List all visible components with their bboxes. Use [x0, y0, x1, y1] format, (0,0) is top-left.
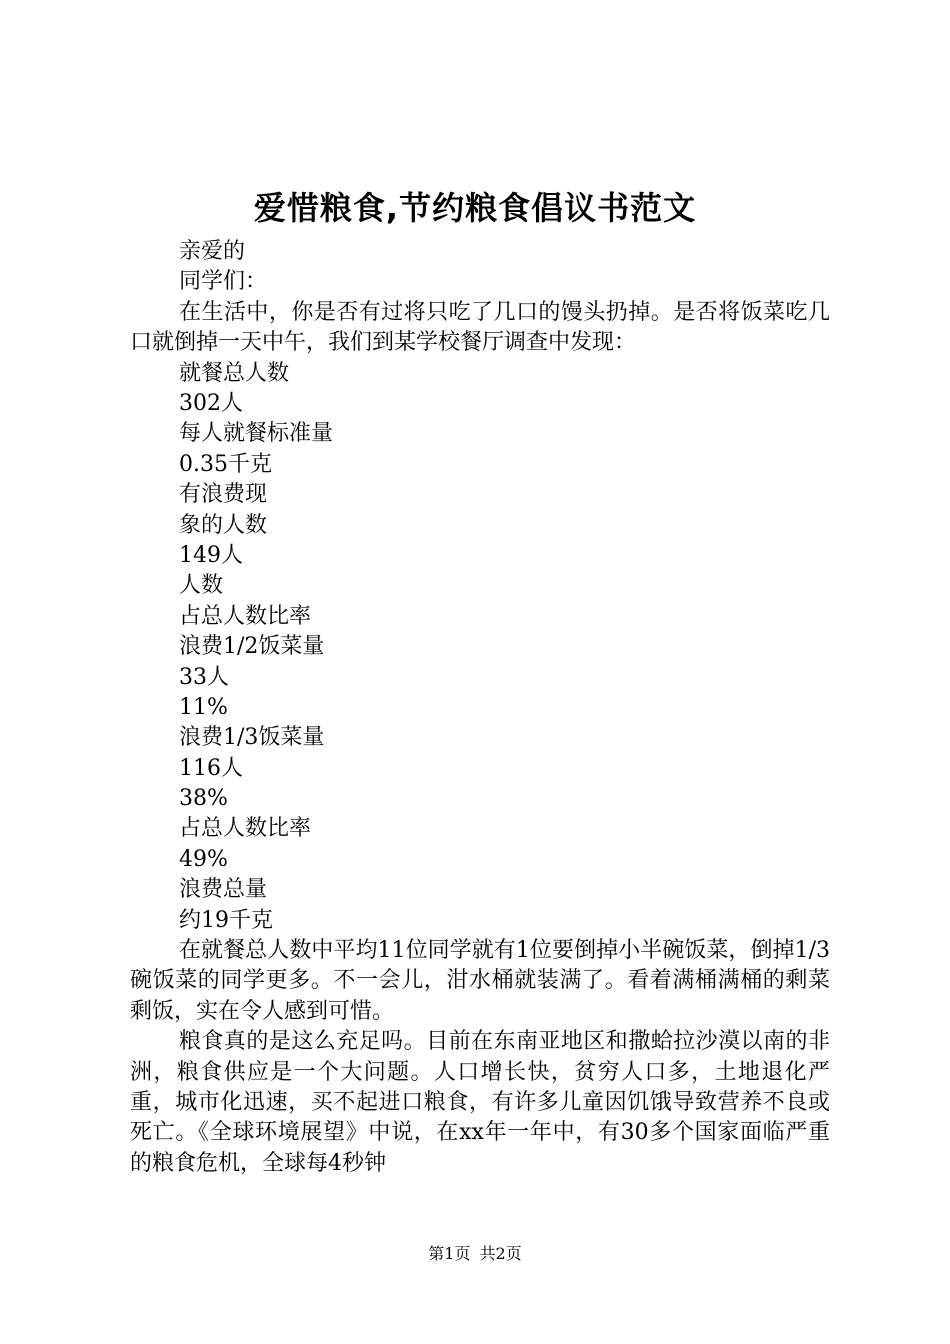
- survey-item: 33人: [179, 664, 229, 690]
- document-title: 爱惜粮食,节约粮食倡议书范文: [253, 189, 697, 227]
- survey-item: 人数: [179, 573, 224, 599]
- survey-item: 就餐总人数: [179, 360, 290, 386]
- greeting-line: 亲爱的: [179, 239, 246, 264]
- page-total: 共2页: [479, 1244, 522, 1263]
- survey-item: 浪费1/2饭菜量: [179, 634, 325, 660]
- survey-item: 每人就餐标准量: [179, 421, 334, 447]
- survey-item: 116人: [179, 755, 243, 781]
- survey-item: 302人: [179, 390, 243, 416]
- intro-paragraph: 在生活中，你是否有过将只吃了几口的馒头扔掉。是否将饭菜吃几口就倒掉一天中午，我们到某学校餐厅调查中发现：: [130, 299, 830, 356]
- page-footer: [0, 1242, 950, 1266]
- greeting-line: 同学们：: [179, 269, 268, 295]
- survey-item: 浪费总量: [179, 877, 268, 903]
- survey-item: 38%: [179, 786, 228, 812]
- survey-item: 有浪费现: [179, 482, 268, 508]
- survey-item: 象的人数: [179, 512, 268, 538]
- survey-item: 149人: [179, 542, 243, 568]
- survey-item: 49%: [179, 846, 228, 872]
- survey-item: 浪费1/3饭菜量: [179, 725, 325, 751]
- survey-item: 占总人数比率: [179, 603, 312, 629]
- page-number: 第1页: [428, 1244, 471, 1263]
- body-paragraph: 在就餐总人数中平均11位同学就有1位要倒掉小半碗饭菜，倒掉1/3碗饭菜的同学更多。不一会儿，泔水桶就装满了。看着满桶满桶的剩菜剩饭，实在令人感到可惜。: [130, 938, 830, 1024]
- survey-item: 约19千克: [179, 907, 273, 933]
- survey-item: 占总人数比率: [179, 816, 312, 842]
- document-body: [130, 237, 830, 1179]
- body-paragraph: 粮食真的是这么充足吗。目前在东南亚地区和撒蛤拉沙漠以南的非洲，粮食供应是一个大问题。人口增长快，贫穷人口多，土地退化严重，城市化迅速，买不起进口粮食，有许多儿童因饥饿导致营养不良或死亡。《全球环境展望》中说，在xx年一年中，有30多个国家面临严重的粮食危机，全球每4秒钟: [130, 1029, 830, 1176]
- survey-item: 11%: [179, 694, 228, 720]
- survey-item: 0.35千克: [179, 451, 272, 477]
